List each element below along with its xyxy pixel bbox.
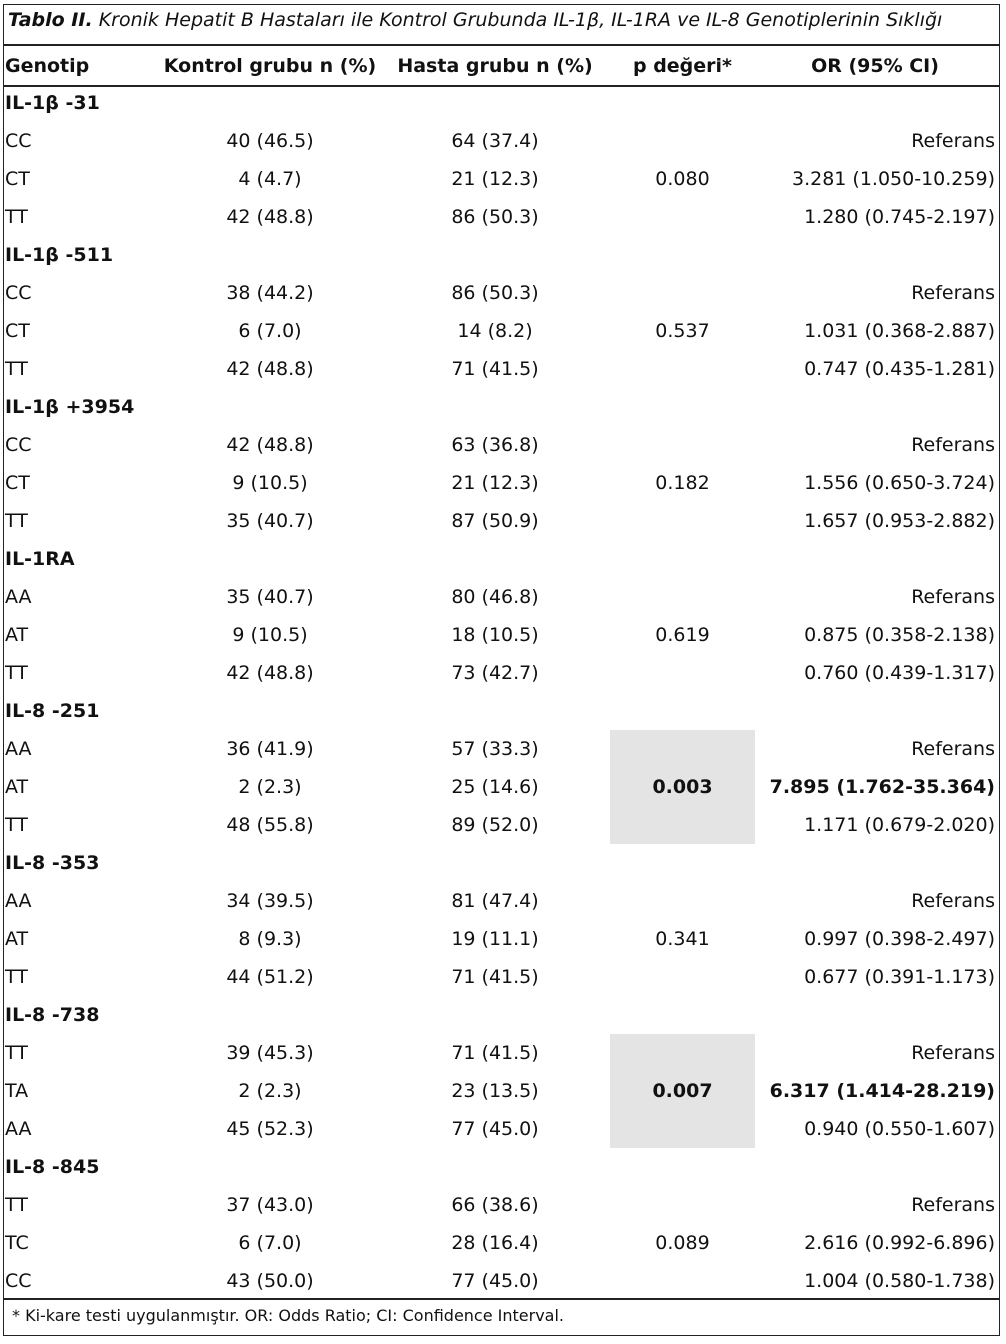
genotype-cell: CC	[5, 1270, 32, 1292]
genotype-cell: AT	[5, 928, 29, 950]
table-body	[5, 84, 995, 1300]
table-caption	[8, 9, 942, 31]
group-label: IL-1β -31	[5, 92, 100, 114]
patient-cell: 19 (11.1)	[451, 928, 539, 950]
patient-cell: 73 (42.7)	[451, 662, 539, 684]
footnote: * Ki-kare testi uygulanmıştır. OR: Odds Ratio; CI: Confidence Interval.	[12, 1306, 565, 1325]
odds-ratio-cell: Referans	[911, 1194, 995, 1216]
patient-cell: 57 (33.3)	[451, 738, 539, 760]
odds-ratio-cell: 6.317 (1.414-28.219)	[769, 1080, 995, 1102]
control-cell: 2 (2.3)	[238, 1080, 302, 1102]
genotype-cell: TT	[5, 358, 28, 380]
header-p-value: p değeri*	[632, 55, 732, 77]
group-row	[5, 540, 995, 578]
control-cell: 48 (55.8)	[226, 814, 314, 836]
control-cell: 39 (45.3)	[226, 1042, 314, 1064]
patient-cell: 63 (36.8)	[451, 434, 539, 456]
genotype-table	[5, 48, 995, 1300]
patient-cell: 71 (41.5)	[451, 358, 539, 380]
table-row	[5, 1034, 995, 1072]
table-row	[5, 1262, 995, 1300]
header-odds-ratio: OR (95% CI)	[811, 55, 939, 77]
control-cell: 9 (10.5)	[232, 472, 308, 494]
p-value-cell: 0.182	[655, 472, 710, 494]
odds-ratio-cell: 0.997 (0.398-2.497)	[804, 928, 995, 950]
odds-ratio-cell: Referans	[911, 890, 995, 912]
header-patient: Hasta grubu n (%)	[397, 55, 593, 77]
group-row	[5, 84, 995, 122]
caption-text: Kronik Hepatit B Hastaları ile Kontrol Grubunda IL-1β, IL-1RA ve IL-8 Genotiplerinin Sıklığı	[92, 9, 943, 31]
group-row	[5, 1148, 995, 1186]
genotype-cell: AT	[5, 776, 29, 798]
group-row	[5, 996, 995, 1034]
patient-cell: 28 (16.4)	[451, 1232, 539, 1254]
patient-cell: 21 (12.3)	[451, 472, 539, 494]
table-row	[5, 578, 995, 616]
genotype-cell: CT	[5, 320, 30, 342]
genotype-cell: TT	[5, 966, 28, 988]
control-cell: 45 (52.3)	[226, 1118, 314, 1140]
table-row	[5, 350, 995, 388]
control-cell: 6 (7.0)	[238, 320, 302, 342]
control-cell: 9 (10.5)	[232, 624, 308, 646]
group-label: IL-8 -845	[5, 1156, 100, 1178]
control-cell: 42 (48.8)	[226, 662, 314, 684]
p-value-cell: 0.537	[655, 320, 710, 342]
patient-cell: 80 (46.8)	[451, 586, 539, 608]
table-row	[5, 198, 995, 236]
control-cell: 34 (39.5)	[226, 890, 314, 912]
patient-cell: 86 (50.3)	[451, 282, 539, 304]
genotype-cell: CC	[5, 130, 32, 152]
patient-cell: 71 (41.5)	[451, 966, 539, 988]
odds-ratio-cell: 0.677 (0.391-1.173)	[804, 966, 995, 988]
patient-cell: 89 (52.0)	[451, 814, 539, 836]
table-row	[5, 1072, 995, 1110]
odds-ratio-cell: 2.616 (0.992-6.896)	[804, 1232, 995, 1254]
table-row	[5, 464, 995, 502]
header-row	[5, 48, 995, 84]
patient-cell: 71 (41.5)	[451, 1042, 539, 1064]
caption-rule	[3, 44, 1000, 46]
odds-ratio-cell: 0.747 (0.435-1.281)	[804, 358, 995, 380]
patient-cell: 77 (45.0)	[451, 1118, 539, 1140]
group-label: IL-8 -353	[5, 852, 100, 874]
odds-ratio-cell: 0.940 (0.550-1.607)	[804, 1118, 995, 1140]
control-cell: 37 (43.0)	[226, 1194, 314, 1216]
genotype-cell: CT	[5, 472, 30, 494]
table-row	[5, 806, 995, 844]
table-row	[5, 274, 995, 312]
patient-cell: 18 (10.5)	[451, 624, 539, 646]
odds-ratio-cell: Referans	[911, 282, 995, 304]
genotype-cell: CC	[5, 282, 32, 304]
odds-ratio-cell: Referans	[911, 434, 995, 456]
odds-ratio-cell: 3.281 (1.050-10.259)	[792, 168, 995, 190]
odds-ratio-cell: Referans	[911, 738, 995, 760]
odds-ratio-cell: Referans	[911, 1042, 995, 1064]
genotype-cell: AA	[5, 890, 32, 912]
genotype-cell: TT	[5, 662, 28, 684]
patient-cell: 77 (45.0)	[451, 1270, 539, 1292]
control-cell: 36 (41.9)	[226, 738, 314, 760]
odds-ratio-cell: 1.657 (0.953-2.882)	[804, 510, 995, 532]
genotype-cell: TC	[5, 1232, 29, 1254]
control-cell: 8 (9.3)	[238, 928, 302, 950]
odds-ratio-cell: 7.895 (1.762-35.364)	[769, 776, 995, 798]
table-row	[5, 1186, 995, 1224]
control-cell: 35 (40.7)	[226, 586, 314, 608]
p-value-cell: 0.080	[655, 168, 710, 190]
control-cell: 40 (46.5)	[226, 130, 314, 152]
control-cell: 42 (48.8)	[226, 358, 314, 380]
odds-ratio-cell: 1.004 (0.580-1.738)	[804, 1270, 995, 1292]
genotype-cell: TT	[5, 1042, 28, 1064]
p-value-cell: 0.619	[655, 624, 710, 646]
table-row	[5, 654, 995, 692]
p-value-cell: 0.089	[655, 1232, 710, 1254]
control-cell: 4 (4.7)	[238, 168, 302, 190]
table-row	[5, 1110, 995, 1148]
patient-cell: 81 (47.4)	[451, 890, 539, 912]
patient-cell: 87 (50.9)	[451, 510, 539, 532]
patient-cell: 23 (13.5)	[451, 1080, 539, 1102]
patient-cell: 21 (12.3)	[451, 168, 539, 190]
odds-ratio-cell: 1.280 (0.745-2.197)	[804, 206, 995, 228]
table-row	[5, 426, 995, 464]
control-cell: 35 (40.7)	[226, 510, 314, 532]
odds-ratio-cell: 1.556 (0.650-3.724)	[804, 472, 995, 494]
table-row	[5, 502, 995, 540]
table-row	[5, 768, 995, 806]
caption-label: Tablo II.	[8, 9, 93, 31]
group-row	[5, 388, 995, 426]
control-cell: 2 (2.3)	[238, 776, 302, 798]
p-value-cell: 0.007	[610, 1034, 755, 1148]
control-cell: 44 (51.2)	[226, 966, 314, 988]
genotype-cell: AA	[5, 586, 32, 608]
genotype-cell: TT	[5, 206, 28, 228]
p-value-cell: 0.341	[655, 928, 710, 950]
odds-ratio-cell: 1.031 (0.368-2.887)	[804, 320, 995, 342]
group-row	[5, 236, 995, 274]
group-row	[5, 844, 995, 882]
odds-ratio-cell: Referans	[911, 586, 995, 608]
group-row	[5, 692, 995, 730]
genotype-cell: TA	[5, 1080, 29, 1102]
table-row	[5, 1224, 995, 1262]
group-label: IL-8 -738	[5, 1004, 100, 1026]
group-label: IL-1RA	[5, 548, 75, 570]
odds-ratio-cell: 1.171 (0.679-2.020)	[804, 814, 995, 836]
genotype-cell: AA	[5, 1118, 32, 1140]
control-cell: 42 (48.8)	[226, 434, 314, 456]
p-value-cell: 0.003	[610, 730, 755, 844]
patient-cell: 25 (14.6)	[451, 776, 539, 798]
genotype-cell: TT	[5, 814, 28, 836]
table-row	[5, 312, 995, 350]
table-row	[5, 958, 995, 996]
genotype-cell: AT	[5, 624, 29, 646]
genotype-cell: TT	[5, 510, 28, 532]
table-row	[5, 882, 995, 920]
table-row	[5, 616, 995, 654]
control-cell: 42 (48.8)	[226, 206, 314, 228]
table-row	[5, 122, 995, 160]
patient-cell: 66 (38.6)	[451, 1194, 539, 1216]
control-cell: 6 (7.0)	[238, 1232, 302, 1254]
group-label: IL-1β +3954	[5, 396, 135, 418]
genotype-cell: TT	[5, 1194, 28, 1216]
patient-cell: 14 (8.2)	[457, 320, 533, 342]
genotype-cell: CC	[5, 434, 32, 456]
odds-ratio-cell: 0.760 (0.439-1.317)	[804, 662, 995, 684]
group-label: IL-1β -511	[5, 244, 114, 266]
patient-cell: 64 (37.4)	[451, 130, 539, 152]
odds-ratio-cell: 0.875 (0.358-2.138)	[804, 624, 995, 646]
odds-ratio-cell: Referans	[911, 130, 995, 152]
control-cell: 43 (50.0)	[226, 1270, 314, 1292]
table-row	[5, 160, 995, 198]
genotype-cell: AA	[5, 738, 32, 760]
table-row	[5, 730, 995, 768]
patient-cell: 86 (50.3)	[451, 206, 539, 228]
header-control: Kontrol grubu n (%)	[163, 55, 377, 77]
group-label: IL-8 -251	[5, 700, 100, 722]
genotype-cell: CT	[5, 168, 30, 190]
header-genotype: Genotip	[5, 55, 90, 77]
table-row	[5, 920, 995, 958]
control-cell: 38 (44.2)	[226, 282, 314, 304]
